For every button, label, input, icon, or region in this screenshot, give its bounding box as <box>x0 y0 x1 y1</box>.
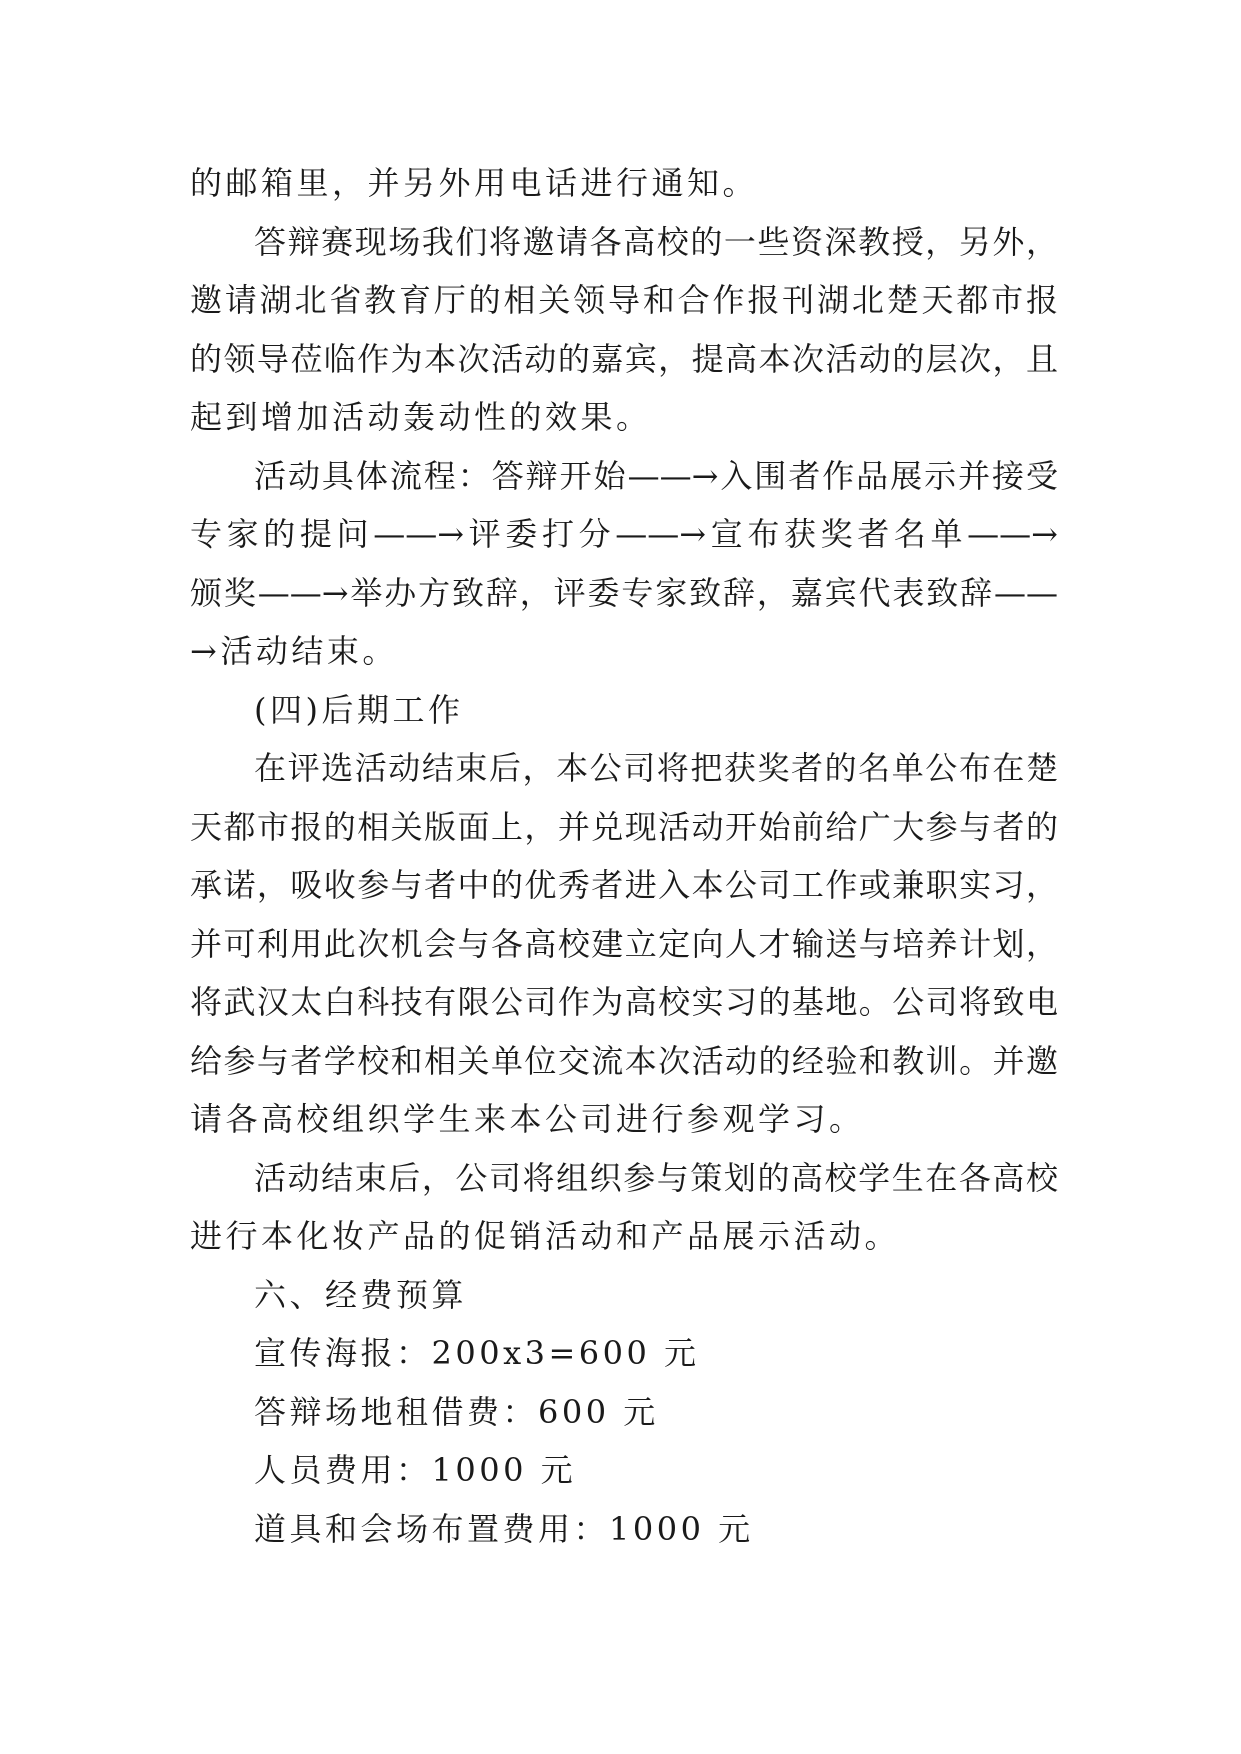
body-line: 将武汉太白科技有限公司作为高校实习的基地。公司将致电 <box>190 983 1058 1021</box>
body-line: 的邮箱里，并另外用电话进行通知。 <box>190 164 759 202</box>
body-line: 请各高校组织学生来本公司进行参观学习。 <box>190 1100 865 1138</box>
body-line: 在评选活动结束后，本公司将把获奖者的名单公布在楚 <box>254 749 1058 787</box>
body-line: →活动结束。 <box>190 632 398 670</box>
document-page <box>190 154 1058 1558</box>
body-line: 承诺，吸收参与者中的优秀者进入本公司工作或兼职实习， <box>190 866 1058 904</box>
body-line: 给参与者学校和相关单位交流本次活动的经验和教训。并邀 <box>190 1041 1058 1080</box>
body-line: 答辩赛现场我们将邀请各高校的一些资深教授，另外， <box>254 222 1058 261</box>
section-heading: 六、经费预算 <box>254 1275 468 1314</box>
body-line: 活动结束后，公司将组织参与策划的高校学生在各高校 <box>254 1158 1058 1197</box>
body-line: 进行本化妆产品的促销活动和产品展示活动。 <box>190 1217 901 1255</box>
budget-item: 宣传海报：200x3=600 元 <box>254 1334 700 1372</box>
body-line: 颁奖——→举办方致辞，评委专家致辞，嘉宾代表致辞—— <box>190 573 1058 612</box>
body-line: 起到增加活动轰动性的效果。 <box>190 398 652 436</box>
body-line: 活动具体流程：答辩开始——→入围者作品展示并接受 <box>254 456 1058 495</box>
budget-item: 人员费用：1000 元 <box>254 1451 577 1489</box>
body-line: 的领导莅临作为本次活动的嘉宾，提高本次活动的层次，且 <box>190 339 1058 378</box>
body-line: 天都市报的相关版面上，并兑现活动开始前给广大参与者的 <box>190 807 1058 846</box>
budget-item: 道具和会场布置费用：1000 元 <box>254 1509 754 1548</box>
budget-item: 答辩场地租借费：600 元 <box>254 1392 659 1431</box>
body-line: 专家的提问——→评委打分——→宣布获奖者名单——→ <box>190 515 1058 553</box>
section-heading: (四)后期工作 <box>254 690 464 729</box>
body-line: 邀请湖北省教育厅的相关领导和合作报刊湖北楚天都市报 <box>190 281 1058 319</box>
body-line: 并可利用此次机会与各高校建立定向人才输送与培养计划， <box>190 924 1058 963</box>
